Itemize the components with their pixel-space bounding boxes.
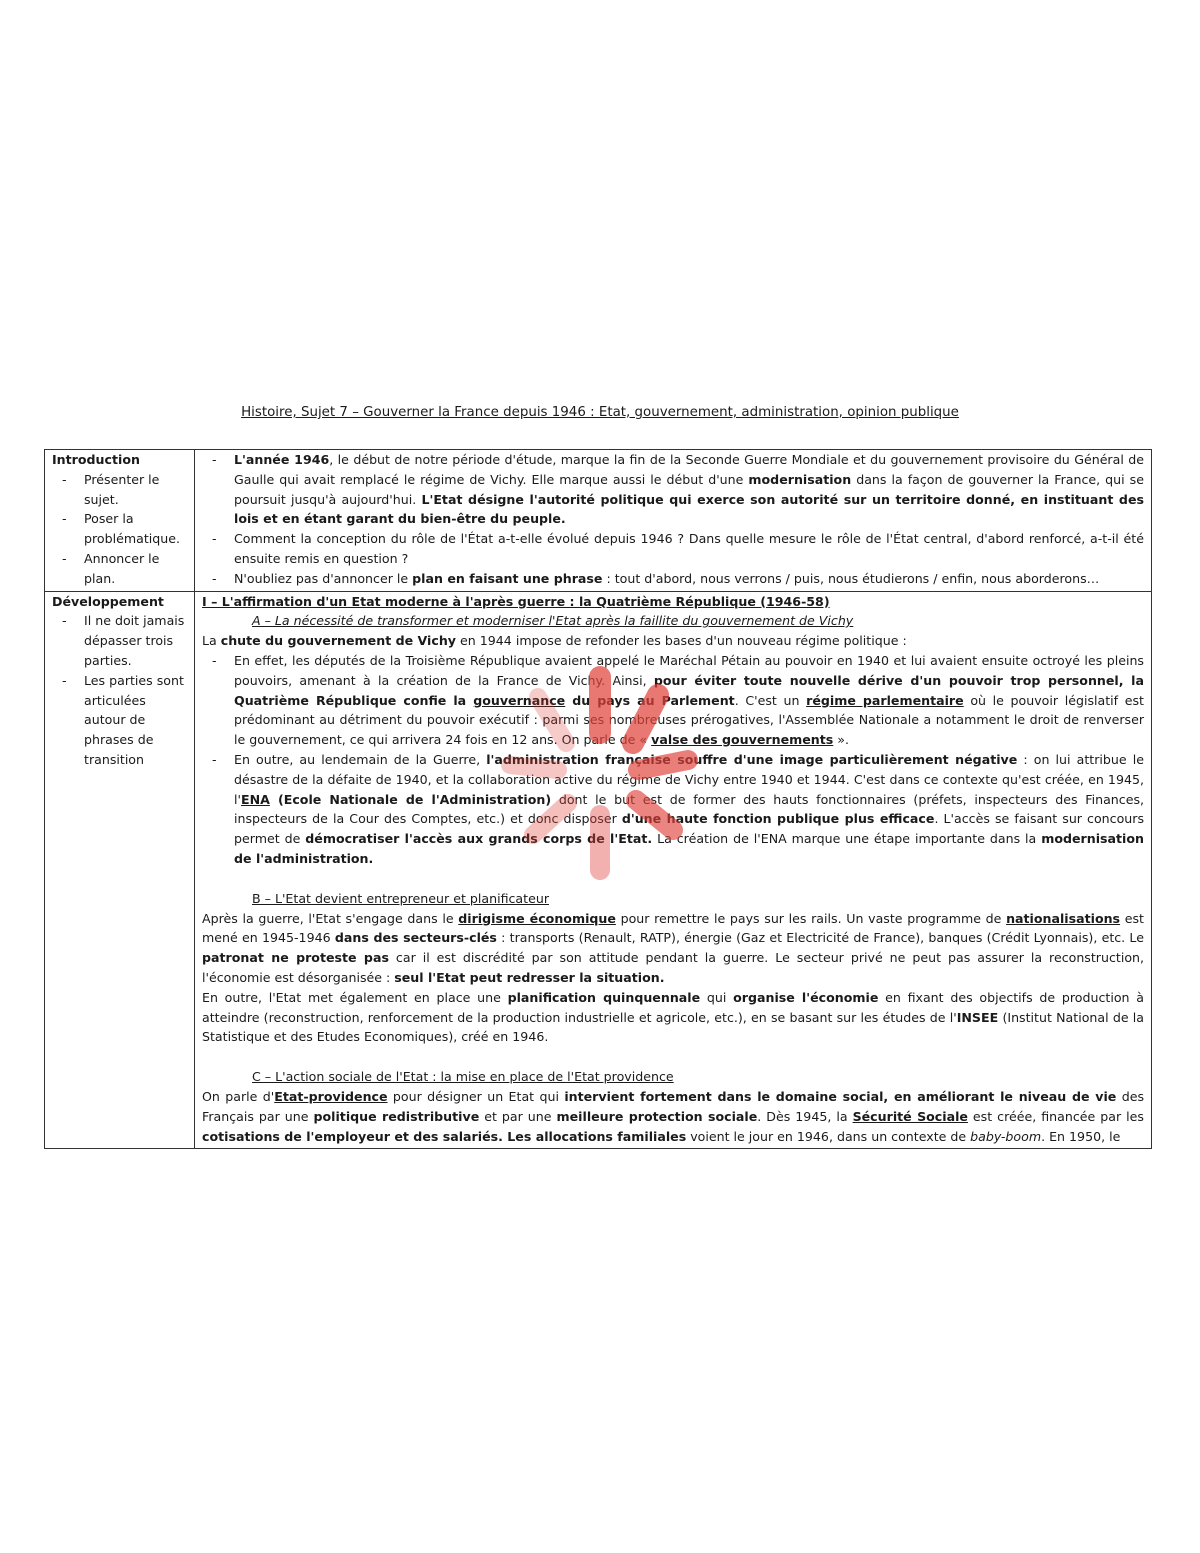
section-c-paragraph-1 bbox=[202, 1087, 1144, 1146]
developpement-label-cell bbox=[45, 591, 195, 1149]
text-run: Après la guerre, l'Etat s'engage dans le bbox=[202, 910, 459, 926]
section-b-paragraph-2 bbox=[202, 988, 1144, 1047]
page-title: Histoire, Sujet 7 – Gouverner la France depuis 1946 : Etat, gouvernement, administration, opinion publique bbox=[241, 405, 959, 420]
section-c-title: C – L'action sociale de l'Etat : la mise en place de l'Etat providence bbox=[252, 1069, 674, 1085]
introduction-heading: Introduction bbox=[52, 452, 140, 467]
developpement-row bbox=[45, 591, 1152, 1149]
text-run: , le début de notre période d'étude, marque la fin de la Seconde Guerre Mondiale et du gouvernement provisoire du Général de Gaulle qui avait remplacé le régime de Vichy. Elle marque aussi le début d'une bbox=[234, 452, 1144, 487]
text-run: pour désigner un Etat qui bbox=[387, 1088, 565, 1104]
text-run: La création de l'ENA marque une étape importante dans la bbox=[652, 831, 1042, 847]
text-run: en 1944 impose de refonder les bases d'un nouveau régime politique : bbox=[456, 633, 907, 649]
text-run: régime parlementaire bbox=[806, 692, 964, 708]
text-run: dirigisme économique bbox=[458, 910, 616, 926]
text-run: chute du gouvernement de Vichy bbox=[220, 633, 457, 649]
list-item: - Présenter le sujet. bbox=[52, 470, 187, 510]
text-run: baby-boom bbox=[970, 1128, 1042, 1144]
text-run: l'administration française souffre d'une image particulièrement négative bbox=[486, 751, 1018, 767]
text-run: . C'est un bbox=[734, 692, 807, 708]
text-run: La bbox=[202, 633, 221, 649]
text-run: dans des secteurs-clés bbox=[334, 930, 497, 946]
introduction-row bbox=[45, 450, 1152, 592]
list-item bbox=[202, 569, 1144, 589]
text-run: démocratiser l'accès aux grands corps de l'Etat. bbox=[305, 831, 653, 847]
text-run: (Ecole Nationale de l'Administration) bbox=[269, 791, 552, 807]
text-run: pour remettre le pays sur les rails. Un vaste programme de bbox=[615, 910, 1007, 926]
text-run: cotisations de l'employeur et des salariés. Les allocations familiales bbox=[202, 1128, 687, 1144]
list-item bbox=[202, 450, 1144, 529]
text-run: modernisation de l'administration. bbox=[234, 831, 1144, 866]
text-run: du pays au Parlement bbox=[565, 692, 735, 708]
text-run: INSEE bbox=[956, 1009, 999, 1025]
text-run: . L'accès se faisant sur concours permet de bbox=[234, 811, 1145, 847]
text-run: : on lui attribue le désastre de la défaite de 1940, et la collaboration active du régime de Vichy entre 1940 et 1944. C'est dans ce contexte qu'est créée, en 1945, l' bbox=[234, 751, 1144, 807]
text-run: ». bbox=[833, 732, 849, 748]
text-run: En effet, les députés de la Troisième République avaient appelé le Maréchal Pétain au pouvoir en 1940 et lui avaient ensuite octroyé les pleins pouvoirs, amenant à la création de la France de Vichy. Ainsi, bbox=[234, 652, 1144, 688]
text-run: des Français par une bbox=[202, 1088, 1144, 1124]
text-run: pour éviter toute nouvelle dérive d'un pouvoir trop personnel, la Quatrième République confie la bbox=[234, 672, 1144, 708]
text-run: où le pouvoir législatif est prédominant au détriment du pouvoir exécutif : parmi ses nombreuses prérogatives, l'Assemblée Nationale a notamment le droit de renverser le gouvernement, ce qui arrivera 24 fois en 12 ans. On parle de « bbox=[234, 692, 1144, 748]
text-run: d'une haute fonction publique plus efficace bbox=[621, 811, 935, 827]
text-run: seul l'Etat peut redresser la situation. bbox=[394, 969, 665, 985]
list-item bbox=[202, 750, 1144, 869]
section-b-title: B – L'Etat devient entrepreneur et planificateur bbox=[252, 890, 549, 906]
section-a-intro bbox=[202, 631, 1144, 651]
list-item: - Il ne doit jamais dépasser trois parties. bbox=[52, 611, 187, 670]
list-item bbox=[202, 651, 1144, 750]
text-run: . Dès 1945, la bbox=[757, 1108, 853, 1124]
text-run: nationalisations bbox=[1006, 910, 1121, 926]
text-run: est créée, financée par les bbox=[967, 1108, 1144, 1124]
text-run: modernisation bbox=[748, 471, 852, 487]
text-run: On parle d' bbox=[202, 1088, 275, 1104]
text-run: : transports (Renault, RATP), énergie (Gaz et Electricité de France), banques (Crédit Lyonnais), etc. Le bbox=[496, 930, 1144, 946]
text-run: En outre, l'Etat met également en place une bbox=[202, 989, 508, 1005]
list-item: - Annoncer le plan. bbox=[52, 549, 187, 589]
text-run: L'Etat désigne l'autorité politique qui exerce son autorité sur un territoire donné, en instituant des lois et en étant garant du bien-être du peuple. bbox=[234, 491, 1144, 527]
introduction-content-cell bbox=[195, 450, 1152, 592]
text-run: et par une bbox=[479, 1108, 557, 1124]
section-a-items bbox=[202, 651, 1144, 869]
section-b-paragraph-1 bbox=[202, 909, 1144, 988]
text-run: N'oubliez pas d'annoncer le bbox=[234, 570, 413, 586]
spacer bbox=[202, 869, 1144, 889]
text-run: qui bbox=[700, 989, 734, 1005]
text-run: plan en faisant une phrase bbox=[412, 570, 603, 586]
text-run: en fixant des objectifs de production à atteindre (reconstruction, renforcement de la production industrielle et agricole, etc.), en se basant sur les études de l' bbox=[202, 989, 1144, 1025]
list-item: - Les parties sont articulées autour de phrases de transition bbox=[52, 671, 187, 770]
text-run: Comment la conception du rôle de l'État a-t-elle évolué depuis 1946 ? Dans quelle mesure le rôle de l'État central, d'abord renforcé, a-t-il été ensuite remis en question ? bbox=[234, 531, 1144, 566]
introduction-tips bbox=[52, 470, 187, 589]
developpement-heading: Développement bbox=[52, 593, 164, 609]
developpement-content-cell bbox=[195, 591, 1152, 1149]
text-run: politique redistributive bbox=[313, 1108, 480, 1124]
text-run: valse des gouvernements bbox=[651, 732, 834, 748]
part-title: I – L'affirmation d'un Etat moderne à l'après guerre : la Quatrième République (1946-58) bbox=[202, 593, 830, 609]
text-run: ENA bbox=[240, 791, 270, 807]
text-run: Etat-providence bbox=[274, 1088, 388, 1104]
text-run: (Institut National de la Statistique et des Etudes Economiques), créé en 1946. bbox=[202, 1009, 1144, 1045]
introduction-items bbox=[202, 450, 1144, 589]
text-run: . En 1950, le bbox=[1041, 1128, 1121, 1144]
text-run: planification quinquennale bbox=[507, 989, 701, 1005]
text-run: dont le but est de former des hauts fonctionnaires (préfets, inspecteurs des Finances, inspecteurs de la Cour des Comptes, etc.) et donc disposer bbox=[234, 791, 1145, 827]
text-run: patronat ne proteste pas bbox=[202, 950, 389, 966]
text-run: dans la façon de gouverner la France, qui se poursuit jusqu'à aujourd'hui. bbox=[234, 471, 1144, 507]
introduction-label-cell bbox=[45, 450, 195, 592]
text-run: gouvernance bbox=[473, 692, 566, 708]
text-run: L'année 1946 bbox=[234, 452, 330, 467]
content-table bbox=[44, 449, 1152, 1149]
text-run: En outre, au lendemain de la Guerre, bbox=[234, 751, 487, 767]
text-run: voient le jour en 1946, dans un contexte de bbox=[686, 1128, 971, 1144]
section-a-title: A – La nécessité de transformer et moderniser l'Etat après la faillite du gouvernement de Vichy bbox=[252, 613, 854, 629]
text-run: intervient fortement dans le domaine social, en améliorant le niveau de vie bbox=[564, 1088, 1117, 1104]
text-run: est mené en 1945-1946 bbox=[202, 910, 1144, 946]
text-run: car il est discrédité par son attitude pendant la guerre. Le secteur privé ne peut pas assurer la reconstruction, l'économie est désorganisée : bbox=[202, 950, 1145, 985]
list-item: - Poser la problématique. bbox=[52, 509, 187, 549]
spacer bbox=[202, 1047, 1144, 1067]
text-run: organise l'économie bbox=[733, 989, 879, 1005]
text-run: : tout d'abord, nous verrons / puis, nous étudierons / enfin, nous aborderons… bbox=[602, 570, 1100, 586]
developpement-tips bbox=[52, 611, 187, 769]
text-run: Sécurité Sociale bbox=[852, 1108, 968, 1124]
text-run: meilleure protection sociale bbox=[556, 1108, 758, 1124]
list-item bbox=[202, 529, 1144, 569]
